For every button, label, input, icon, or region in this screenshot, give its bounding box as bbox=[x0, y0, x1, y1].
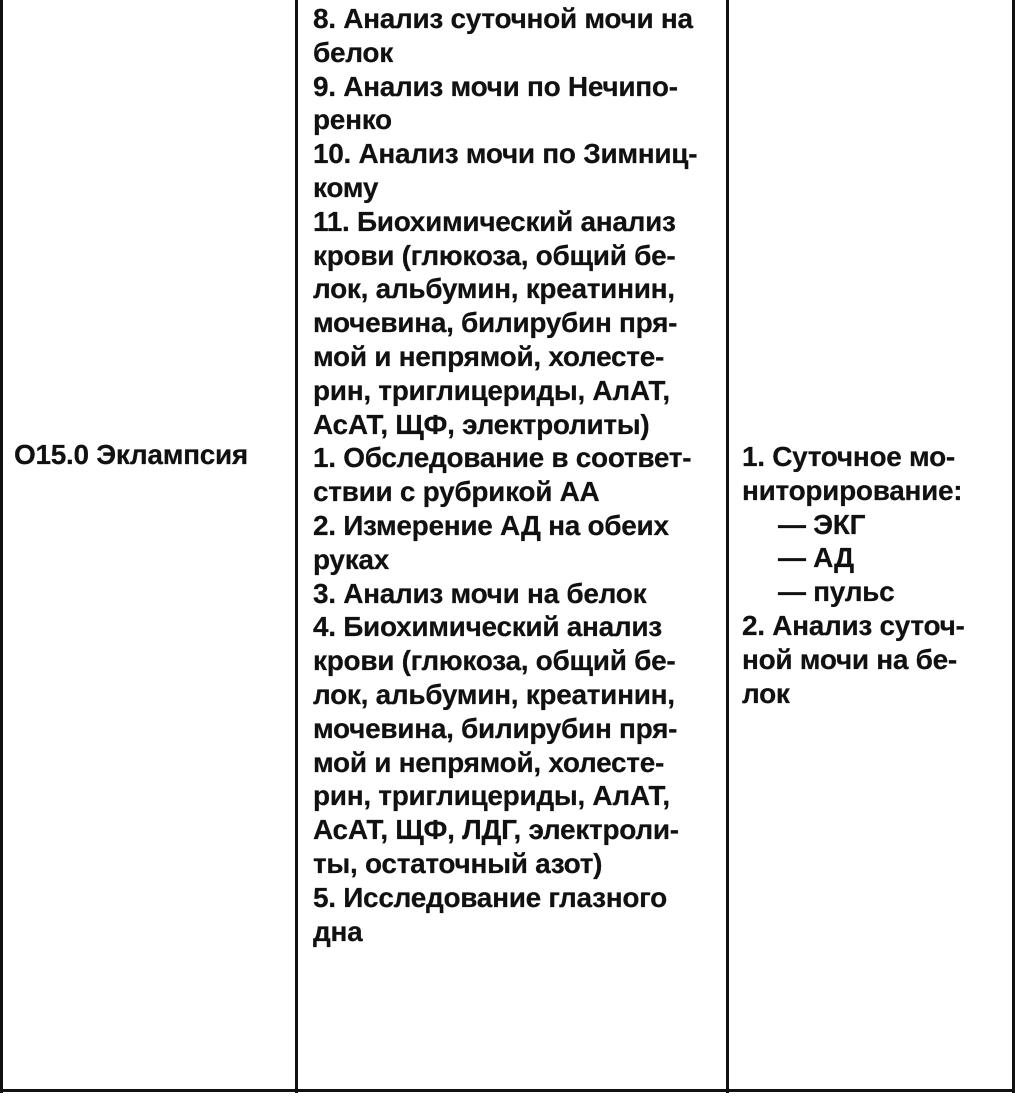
diagnosis-text: O15.0 Эклампсия bbox=[14, 439, 248, 470]
additional-examination-cell bbox=[742, 440, 965, 710]
examination-line: 8. Анализ суточной мочи на bbox=[313, 3, 693, 34]
additional-line: 2. Анализ суточ- bbox=[742, 609, 965, 641]
examination-line: 9. Анализ мочи по Нечипо- bbox=[313, 70, 678, 102]
examination-line: лок, альбумин, креатинин, bbox=[313, 273, 675, 305]
table-column-divider-1 bbox=[295, 0, 298, 1093]
examination-line: крови (глюкоза, общий бе- bbox=[313, 239, 676, 271]
examination-line: руках bbox=[313, 543, 389, 575]
diagnosis-cell bbox=[14, 438, 248, 472]
examination-line: 4. Биохимический анализ bbox=[313, 611, 662, 643]
additional-line: — пульс bbox=[778, 576, 895, 608]
examination-line: ренко bbox=[313, 104, 392, 136]
table-column-divider-2 bbox=[726, 0, 729, 1093]
examination-line: рин, триглицериды, АлАТ, bbox=[313, 374, 670, 406]
examination-line: крови (глюкоза, общий бе- bbox=[313, 645, 676, 677]
examination-line: 5. Исследование глазного bbox=[313, 881, 667, 913]
examination-line: ты, остаточный азот) bbox=[313, 847, 603, 879]
examination-line: ствии с рубрикой АА bbox=[313, 476, 600, 508]
additional-line: лок bbox=[742, 677, 790, 709]
table-bottom-border bbox=[0, 1089, 1015, 1092]
examination-line: 11. Биохимический анализ bbox=[313, 205, 676, 237]
table-left-border bbox=[0, 0, 3, 1093]
examination-line: дна bbox=[313, 915, 363, 947]
examination-line: 3. Анализ мочи на белок bbox=[313, 577, 647, 609]
additional-line: ниторирование: bbox=[742, 474, 963, 506]
examination-line: 10. Анализ мочи по Зимниц- bbox=[313, 138, 698, 170]
examination-line: белок bbox=[313, 36, 393, 68]
examination-line: лок, альбумин, креатинин, bbox=[313, 678, 675, 710]
examination-line: мой и непрямой, холесте- bbox=[313, 340, 665, 372]
examination-line: 1. Обследование в соответ- bbox=[313, 442, 692, 474]
examination-line: мой и непрямой, холесте- bbox=[313, 746, 665, 778]
examination-line: АсАТ, ЩФ, ЛДГ, электроли- bbox=[313, 814, 679, 846]
examination-line: 2. Измерение АД на обеих bbox=[313, 509, 669, 541]
examination-line: мочевина, билирубин пря- bbox=[313, 712, 678, 744]
examination-line: рин, триглицериды, АлАТ, bbox=[313, 780, 670, 812]
additional-line: ной мочи на бе- bbox=[742, 643, 957, 675]
examination-line: мочевина, билирубин пря- bbox=[313, 307, 678, 339]
additional-line: 1. Суточное мо- bbox=[742, 441, 955, 472]
additional-line: — ЭКГ bbox=[778, 508, 866, 540]
examination-line: кому bbox=[313, 171, 379, 203]
examination-line: АсАТ, ЩФ, электролиты) bbox=[313, 408, 650, 440]
additional-line: — АД bbox=[778, 542, 854, 574]
examination-list-cell bbox=[313, 2, 697, 948]
